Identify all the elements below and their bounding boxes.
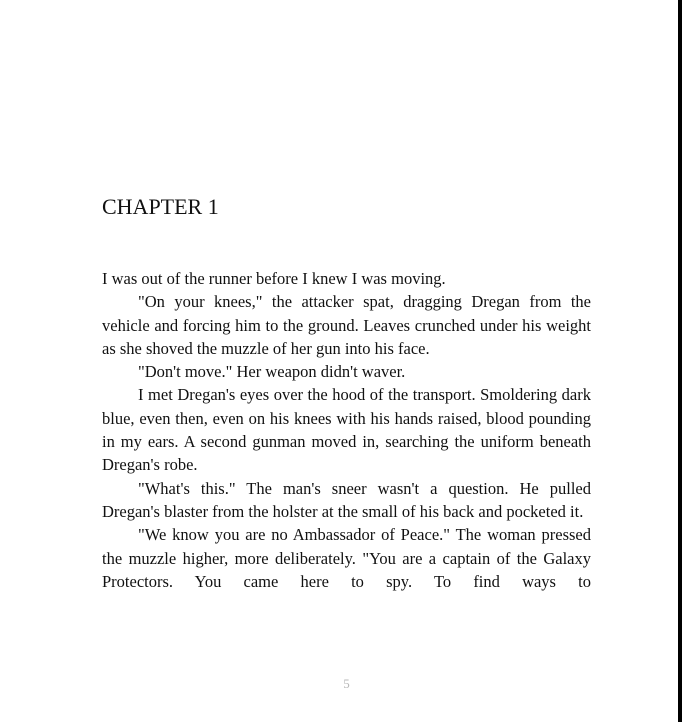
paragraph: "What's this." The man's sneer wasn't a question. He pulled Dregan's blaster from the holster at the small of his back and pocketed it. xyxy=(102,478,591,521)
page-edge-divider xyxy=(678,0,682,722)
paragraph: I met Dregan's eyes over the hood of the transport. Smoldering dark blue, even then, even on his knees with his hands raised, blood pounding in my ears. A second gunman moved in, searching the uniform beneath Dregan's robe. xyxy=(102,385,591,475)
chapter-body xyxy=(102,267,591,593)
chapter-title: CHAPTER 1 xyxy=(102,194,219,219)
page-number: 5 xyxy=(343,676,350,691)
paragraph: I was out of the runner before I knew I was moving. xyxy=(102,269,446,288)
paragraph: "Don't move." Her weapon didn't waver. xyxy=(138,362,406,382)
paragraph: "We know you are no Ambassador of Peace." The woman pressed the muzzle higher, more deliberately. "You are a captain of the Galaxy Protectors. You came here to spy. To find ways to xyxy=(102,525,591,591)
paragraph: "On your knees," the attacker spat, dragging Dregan from the vehicle and forcing him to the ground. Leaves crunched under his weight as she shoved the muzzle of her gun into his face. xyxy=(102,292,591,358)
